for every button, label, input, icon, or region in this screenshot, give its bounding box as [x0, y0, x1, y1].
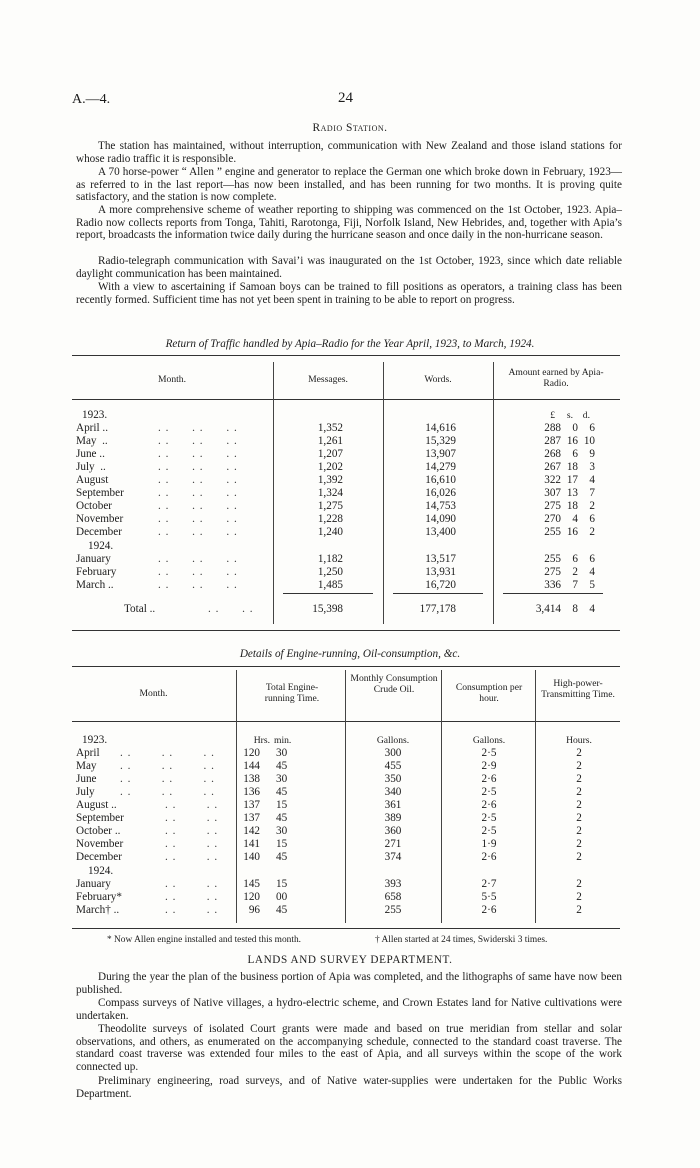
traffic-words: 14,753 — [425, 500, 456, 512]
engine-row — [0, 747, 700, 760]
traffic-month: February — [76, 566, 117, 578]
engine-minutes: 30 — [276, 747, 288, 759]
engine-transmitting-hours: 2 — [576, 825, 582, 837]
unit-hours-transmitting: Hours. — [566, 735, 592, 746]
engine-hours: 142 — [243, 825, 260, 837]
traffic-pounds: 255 — [544, 553, 561, 565]
engine-transmitting-hours: 2 — [576, 838, 582, 850]
leader-dots: . . . . — [165, 878, 219, 890]
traffic-pence: 6 — [589, 422, 595, 434]
traffic-messages: 1,324 — [317, 487, 343, 499]
traffic-header-amount: Amount earned by Apia-Radio. — [508, 367, 604, 389]
engine-header-per-hour: Consumption per hour. — [455, 682, 523, 704]
leader-dots: . . . . . . — [120, 760, 215, 772]
traffic-year-row — [0, 540, 700, 553]
engine-per-hour: 2·5 — [481, 812, 497, 824]
traffic-row — [0, 500, 700, 513]
traffic-pence: 4 — [589, 474, 595, 486]
traffic-words: 13,517 — [425, 553, 456, 565]
traffic-messages: 1,261 — [317, 435, 343, 447]
engine-hours: 138 — [243, 773, 260, 785]
engine-table-header-rule — [72, 721, 620, 722]
engine-minutes: 15 — [276, 878, 288, 890]
leader-dots: . . . . . . — [158, 566, 238, 578]
lands-paragraph-4: Preliminary engineering, road surveys, and of Native water-supplies were undertaken for the Public Works Department. — [76, 1075, 622, 1100]
engine-minutes: 45 — [276, 904, 288, 916]
traffic-currency-row — [0, 409, 700, 422]
currency-pence: d. — [582, 410, 590, 421]
traffic-words: 14,616 — [425, 422, 456, 434]
traffic-month: August — [76, 474, 109, 486]
engine-month: March† .. — [76, 904, 120, 916]
unit-gallons-per-hour: Gallons. — [472, 735, 506, 746]
traffic-row — [0, 526, 700, 539]
radio-paragraph-1: The station has maintained, without interruption, communication with New Zealand and those island stations for whose radio traffic it is responsible. — [76, 140, 622, 165]
engine-row — [0, 891, 700, 904]
unit-minutes: min. — [274, 735, 292, 746]
engine-per-hour: 2·7 — [481, 878, 497, 890]
engine-month: April — [76, 747, 100, 759]
traffic-total-label: Total .. — [124, 603, 156, 615]
section-title-radio-station: Radio Station. — [312, 122, 388, 134]
leader-dots: . . . . . . — [158, 461, 238, 473]
traffic-total-pence: 4 — [589, 603, 595, 615]
traffic-words: 13,400 — [425, 526, 456, 538]
traffic-table-top-rule — [72, 355, 620, 356]
engine-transmitting-hours: 2 — [576, 891, 582, 903]
engine-transmitting-hours: 2 — [576, 773, 582, 785]
traffic-pence: 6 — [589, 553, 595, 565]
traffic-pence: 5 — [589, 579, 595, 591]
traffic-shillings: 7 — [572, 579, 578, 591]
engine-year-row — [0, 865, 700, 878]
engine-hours: 136 — [243, 786, 260, 798]
engine-hours: 144 — [243, 760, 260, 772]
traffic-shillings: 6 — [572, 553, 578, 565]
leader-dots: . . . . . . — [158, 553, 238, 565]
traffic-total-words: 177,178 — [419, 603, 456, 615]
traffic-messages: 1,250 — [317, 566, 343, 578]
engine-per-hour: 2·6 — [481, 799, 497, 811]
engine-transmitting-hours: 2 — [576, 760, 582, 772]
engine-row — [0, 760, 700, 773]
traffic-total-shillings: 8 — [572, 603, 578, 615]
traffic-messages: 1,207 — [317, 448, 343, 460]
engine-transmitting-hours: 2 — [576, 904, 582, 916]
leader-dots: . . . . . . — [158, 500, 238, 512]
currency-shillings: s. — [566, 410, 573, 421]
traffic-pence: 6 — [589, 513, 595, 525]
engine-oil-gallons: 255 — [384, 904, 402, 916]
engine-oil-gallons: 389 — [384, 812, 402, 824]
engine-hours: 145 — [243, 878, 260, 890]
engine-header-month: Month. — [139, 688, 168, 699]
lands-paragraph-3: Theodolite surveys of isolated Court grants were made and based on true meridian from stellar and solar observations, and others, as enumerated on the accompanying schedule, connected to the standard coast traverse. The standard coast traverse was extended four miles to the east of Apia, and all surveys within the scope of the work connected up. — [76, 1023, 622, 1073]
engine-table-bottom-rule — [72, 928, 620, 929]
traffic-row — [0, 579, 700, 592]
traffic-table-caption: Return of Traffic handled by Apia–Radio for the Year April, 1923, to March, 1924. — [165, 338, 535, 350]
traffic-month: May .. — [76, 435, 108, 447]
traffic-month: December — [76, 526, 122, 538]
traffic-pounds: 287 — [544, 435, 561, 447]
traffic-words: 16,610 — [425, 474, 456, 486]
engine-row — [0, 904, 700, 917]
traffic-pence: 2 — [589, 526, 595, 538]
engine-minutes: 30 — [276, 825, 288, 837]
traffic-table-header-rule — [72, 399, 620, 400]
engine-month: February* — [76, 891, 122, 903]
engine-per-hour: 2·6 — [481, 851, 497, 863]
engine-oil-gallons: 361 — [384, 799, 402, 811]
engine-oil-gallons: 350 — [384, 773, 402, 785]
engine-per-hour: 2·5 — [481, 825, 497, 837]
traffic-total-rule — [393, 593, 483, 594]
engine-oil-gallons: 360 — [384, 825, 402, 837]
leader-dots: . . . . . . — [158, 487, 238, 499]
engine-header-running-time: Total Engine-running Time. — [264, 682, 320, 704]
engine-minutes: 45 — [276, 851, 288, 863]
traffic-table-bottom-rule — [72, 630, 620, 631]
leader-dots: . . . . . . — [158, 448, 238, 460]
engine-transmitting-hours: 2 — [576, 851, 582, 863]
radio-paragraph-3: A more comprehensive scheme of weather reporting to shipping was commenced on the 1st October, 1923. Apia–Radio now collects reports from Tonga, Tahiti, Rarotonga, Fiji, Norfolk Island, New Hebrides, and, together with Apia’s report, broadcasts the information twice daily during the hurricane season and once daily in the non-hurricane season. — [76, 204, 622, 242]
engine-month: May — [76, 760, 97, 772]
traffic-shillings: 18 — [566, 500, 578, 512]
traffic-pence: 7 — [589, 487, 595, 499]
traffic-total-rule — [503, 593, 603, 594]
leader-dots: . . . . . . — [158, 513, 238, 525]
traffic-words: 16,026 — [425, 487, 456, 499]
traffic-row — [0, 513, 700, 526]
traffic-pounds: 307 — [544, 487, 561, 499]
traffic-total-rule — [283, 593, 373, 594]
engine-header-transmitting: High-power-Transmitting Time. — [541, 678, 615, 700]
traffic-pence: 10 — [583, 435, 595, 447]
traffic-words: 16,720 — [425, 579, 456, 591]
traffic-shillings: 17 — [566, 474, 578, 486]
leader-dots: . . . . . . — [158, 579, 238, 591]
engine-table-top-rule — [72, 666, 620, 667]
traffic-pounds: 268 — [544, 448, 561, 460]
traffic-shillings: 16 — [566, 435, 578, 447]
engine-row — [0, 812, 700, 825]
traffic-words: 14,090 — [425, 513, 456, 525]
traffic-pounds: 270 — [544, 513, 561, 525]
engine-hours: 140 — [243, 851, 260, 863]
traffic-words: 15,329 — [425, 435, 456, 447]
engine-minutes: 45 — [276, 786, 288, 798]
traffic-row — [0, 566, 700, 579]
traffic-pounds: 275 — [544, 500, 561, 512]
engine-month: November — [76, 838, 124, 850]
engine-oil-gallons: 374 — [384, 851, 402, 863]
engine-hours: 120 — [243, 747, 260, 759]
radio-paragraph-5: With a view to ascertaining if Samoan boys can be trained to fill positions as operators, a training class has been recently formed. Sufficient time has not yet been spent in training to be able to report on progress. — [76, 281, 622, 306]
engine-oil-gallons: 340 — [384, 786, 402, 798]
traffic-words: 13,931 — [425, 566, 456, 578]
engine-minutes: 45 — [276, 812, 288, 824]
leader-dots: . . . . — [165, 825, 219, 837]
traffic-messages: 1,228 — [317, 513, 343, 525]
traffic-pence: 4 — [589, 566, 595, 578]
unit-hours: Hrs. — [253, 735, 270, 746]
leader-dots: . . . . . . — [158, 435, 238, 447]
engine-year-1924: 1924. — [88, 865, 114, 877]
footnote-asterisk: * Now Allen engine installed and tested this month. — [107, 935, 301, 945]
traffic-pence: 3 — [589, 461, 595, 473]
traffic-shillings: 18 — [566, 461, 578, 473]
leader-dots: . . . . — [165, 838, 219, 850]
engine-hours: 96 — [248, 904, 260, 916]
traffic-shillings: 16 — [566, 526, 578, 538]
traffic-pence: 2 — [589, 500, 595, 512]
traffic-messages: 1,202 — [317, 461, 343, 473]
engine-oil-gallons: 455 — [384, 760, 402, 772]
radio-paragraph-4: Radio-telegraph communication with Savai’i was inaugurated on the 1st October, 1923, since which date reliable daylight communication has been maintained. — [76, 255, 622, 280]
traffic-shillings: 0 — [572, 422, 578, 434]
leader-dots: . . . . — [208, 603, 254, 615]
engine-per-hour: 5·5 — [481, 891, 497, 903]
traffic-header-words: Words. — [424, 374, 452, 385]
traffic-messages: 1,240 — [317, 526, 343, 538]
engine-units-row — [0, 734, 700, 747]
engine-month: July — [76, 786, 95, 798]
traffic-pence: 9 — [589, 448, 595, 460]
traffic-header-messages: Messages. — [308, 374, 348, 385]
traffic-month: November — [76, 513, 124, 525]
engine-year-1923: 1923. — [82, 734, 108, 746]
engine-transmitting-hours: 2 — [576, 799, 582, 811]
engine-per-hour: 1·9 — [481, 838, 497, 850]
traffic-row — [0, 553, 700, 566]
engine-transmitting-hours: 2 — [576, 747, 582, 759]
traffic-month: January — [76, 553, 111, 565]
engine-minutes: 00 — [276, 891, 288, 903]
traffic-shillings: 4 — [572, 513, 578, 525]
engine-month: September — [76, 812, 124, 824]
engine-oil-gallons: 658 — [384, 891, 402, 903]
engine-oil-gallons: 300 — [384, 747, 402, 759]
traffic-messages: 1,352 — [317, 422, 343, 434]
traffic-header-month: Month. — [158, 374, 186, 385]
traffic-words: 14,279 — [425, 461, 456, 473]
engine-per-hour: 2·9 — [481, 760, 497, 772]
traffic-year-1924: 1924. — [88, 540, 114, 552]
traffic-month: July .. — [76, 461, 106, 473]
unit-gallons: Gallons. — [376, 735, 410, 746]
engine-hours: 141 — [243, 838, 260, 850]
engine-row — [0, 878, 700, 891]
document-reference: A.—4. — [72, 92, 111, 107]
engine-minutes: 30 — [276, 773, 288, 785]
engine-oil-gallons: 393 — [384, 878, 402, 890]
currency-pounds: £ — [550, 410, 555, 421]
traffic-pounds: 322 — [544, 474, 561, 486]
engine-month: January — [76, 878, 111, 890]
traffic-year-1923: 1923. — [82, 409, 108, 421]
footnote-dagger: † Allen started at 24 times, Swiderski 3 times. — [375, 935, 548, 945]
leader-dots: . . . . — [165, 891, 219, 903]
engine-month: June — [76, 773, 97, 785]
leader-dots: . . . . — [165, 851, 219, 863]
engine-month: December — [76, 851, 122, 863]
lands-paragraph-1: During the year the plan of the business portion of Apia was completed, and the lithographs of same have now been published. — [76, 971, 622, 996]
engine-table-caption: Details of Engine-running, Oil-consumption, &c. — [239, 648, 461, 660]
traffic-shillings: 13 — [566, 487, 578, 499]
engine-transmitting-hours: 2 — [576, 878, 582, 890]
leader-dots: . . . . — [165, 799, 219, 811]
section-title-lands-survey: LANDS AND SURVEY DEPARTMENT. — [247, 954, 453, 966]
engine-per-hour: 2·5 — [481, 786, 497, 798]
traffic-messages: 1,182 — [317, 553, 343, 565]
traffic-words: 13,907 — [425, 448, 456, 460]
traffic-row — [0, 448, 700, 461]
engine-row — [0, 773, 700, 786]
traffic-pounds: 275 — [544, 566, 561, 578]
traffic-total-messages: 15,398 — [312, 603, 343, 615]
engine-row — [0, 825, 700, 838]
traffic-pounds: 288 — [544, 422, 561, 434]
engine-row — [0, 799, 700, 812]
traffic-row — [0, 461, 700, 474]
traffic-pounds: 336 — [544, 579, 561, 591]
engine-row — [0, 838, 700, 851]
engine-per-hour: 2·6 — [481, 773, 497, 785]
engine-header-monthly-oil: Monthly Consumption Crude Oil. — [350, 673, 438, 695]
leader-dots: . . . . — [165, 812, 219, 824]
traffic-row — [0, 474, 700, 487]
traffic-row — [0, 435, 700, 448]
traffic-pounds: 267 — [544, 461, 561, 473]
traffic-month: June .. — [76, 448, 105, 460]
leader-dots: . . . . . . — [120, 773, 215, 785]
engine-per-hour: 2·5 — [481, 747, 497, 759]
traffic-month: March .. — [76, 579, 114, 591]
engine-per-hour: 2·6 — [481, 904, 497, 916]
traffic-row — [0, 487, 700, 500]
traffic-month: April .. — [76, 422, 109, 434]
traffic-total-pounds: 3,414 — [535, 603, 561, 615]
engine-hours: 120 — [243, 891, 260, 903]
engine-transmitting-hours: 2 — [576, 812, 582, 824]
leader-dots: . . . . . . — [158, 474, 238, 486]
leader-dots: . . . . . . — [158, 526, 238, 538]
traffic-month: September — [76, 487, 124, 499]
leader-dots: . . . . . . — [120, 747, 215, 759]
traffic-shillings: 6 — [572, 448, 578, 460]
engine-hours: 137 — [243, 799, 260, 811]
engine-oil-gallons: 271 — [384, 838, 402, 850]
engine-transmitting-hours: 2 — [576, 786, 582, 798]
engine-month: October .. — [76, 825, 121, 837]
traffic-shillings: 2 — [572, 566, 578, 578]
leader-dots: . . . . — [165, 904, 219, 916]
engine-row — [0, 786, 700, 799]
radio-paragraph-2: A 70 horse-power “ Allen ” engine and generator to replace the German one which broke down in February, 1923—as referred to in the last report—has now been installed, and has been running for two months. It is proving quite satisfactory, and the station is now complete. — [76, 166, 622, 204]
traffic-row — [0, 422, 700, 435]
engine-row — [0, 851, 700, 864]
engine-minutes: 45 — [276, 760, 288, 772]
traffic-month: October — [76, 500, 113, 512]
engine-hours: 137 — [243, 812, 260, 824]
engine-month: August .. — [76, 799, 117, 811]
traffic-pounds: 255 — [544, 526, 561, 538]
engine-minutes: 15 — [276, 838, 288, 850]
lands-paragraph-2: Compass surveys of Native villages, a hydro-electric scheme, and Crown Estates land for Native cultivations were undertaken. — [76, 997, 622, 1022]
leader-dots: . . . . . . — [120, 786, 215, 798]
page-number: 24 — [338, 90, 353, 106]
leader-dots: . . . . . . — [158, 422, 238, 434]
traffic-messages: 1,485 — [317, 579, 343, 591]
traffic-messages: 1,275 — [317, 500, 343, 512]
traffic-messages: 1,392 — [317, 474, 343, 486]
traffic-total-row — [0, 603, 700, 616]
engine-minutes: 15 — [276, 799, 288, 811]
